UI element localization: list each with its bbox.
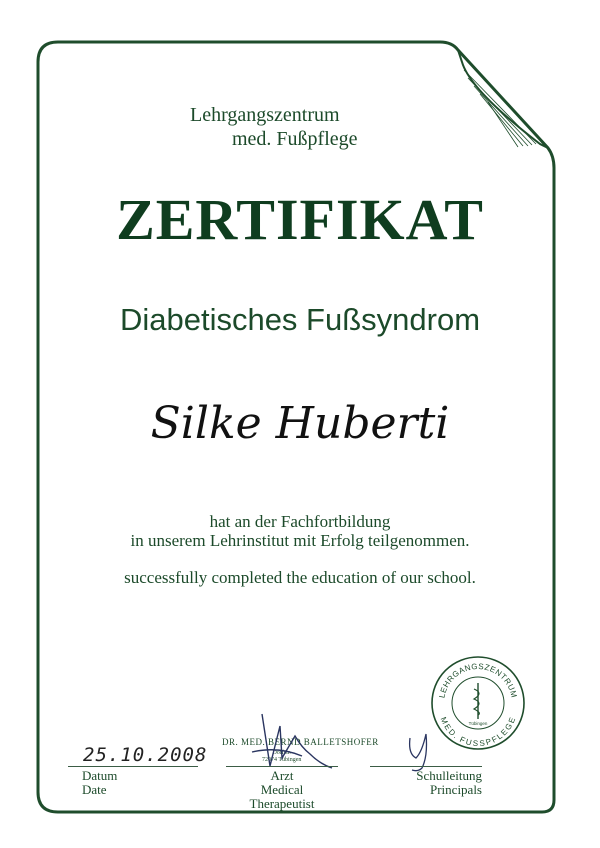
- doctor-address-line1: Dorfstr.: [272, 750, 291, 756]
- principal-label-en: Principals: [430, 782, 482, 797]
- date-label-en: Date: [82, 782, 107, 797]
- doctor-signature-line: [226, 766, 338, 767]
- course-name: Diabetisches Fußsyndrom: [119, 302, 481, 337]
- doctor-label-de: Arzt: [270, 768, 294, 783]
- doctor-label-en2: Therapeutist: [249, 796, 315, 811]
- date-signature-line: [68, 766, 198, 767]
- date-label-de: Datum: [82, 768, 118, 783]
- date-label: [82, 769, 117, 797]
- doctor-address-line2: 72074 Tübingen: [262, 757, 302, 763]
- seal-center-text: Tübingen: [468, 721, 488, 726]
- statement-english: successfully completed the education of our school.: [124, 568, 476, 587]
- date-value: 25.10.2008: [83, 744, 208, 766]
- school-name-line2: med. Fußpflege: [232, 128, 358, 150]
- doctor-label: [238, 769, 326, 811]
- principal-label-de: Schulleitung: [416, 768, 482, 783]
- doctor-name-stamp: DR. MED. BERND BALLETSHOFER: [222, 737, 379, 747]
- principal-signature-line: [370, 766, 482, 767]
- principal-label: [412, 769, 482, 797]
- school-seal: [430, 655, 526, 751]
- recipient-name: Silke Huberti: [150, 398, 450, 449]
- doctor-label-en1: Medical: [260, 782, 304, 797]
- statement-german-line2: in unserem Lehrinstitut mit Erfolg teilgenommen.: [130, 531, 470, 550]
- seal-top-text: LEHRGANGSZENTRUM: [437, 661, 519, 699]
- seal-bottom-text: MED. FUSSPFLEGE: [438, 715, 518, 749]
- certificate-title: ZERTIFIKAT: [116, 187, 484, 252]
- statement-german-line1: hat an der Fachfortbildung: [209, 512, 391, 531]
- school-name-line1: Lehrgangszentrum: [190, 104, 340, 126]
